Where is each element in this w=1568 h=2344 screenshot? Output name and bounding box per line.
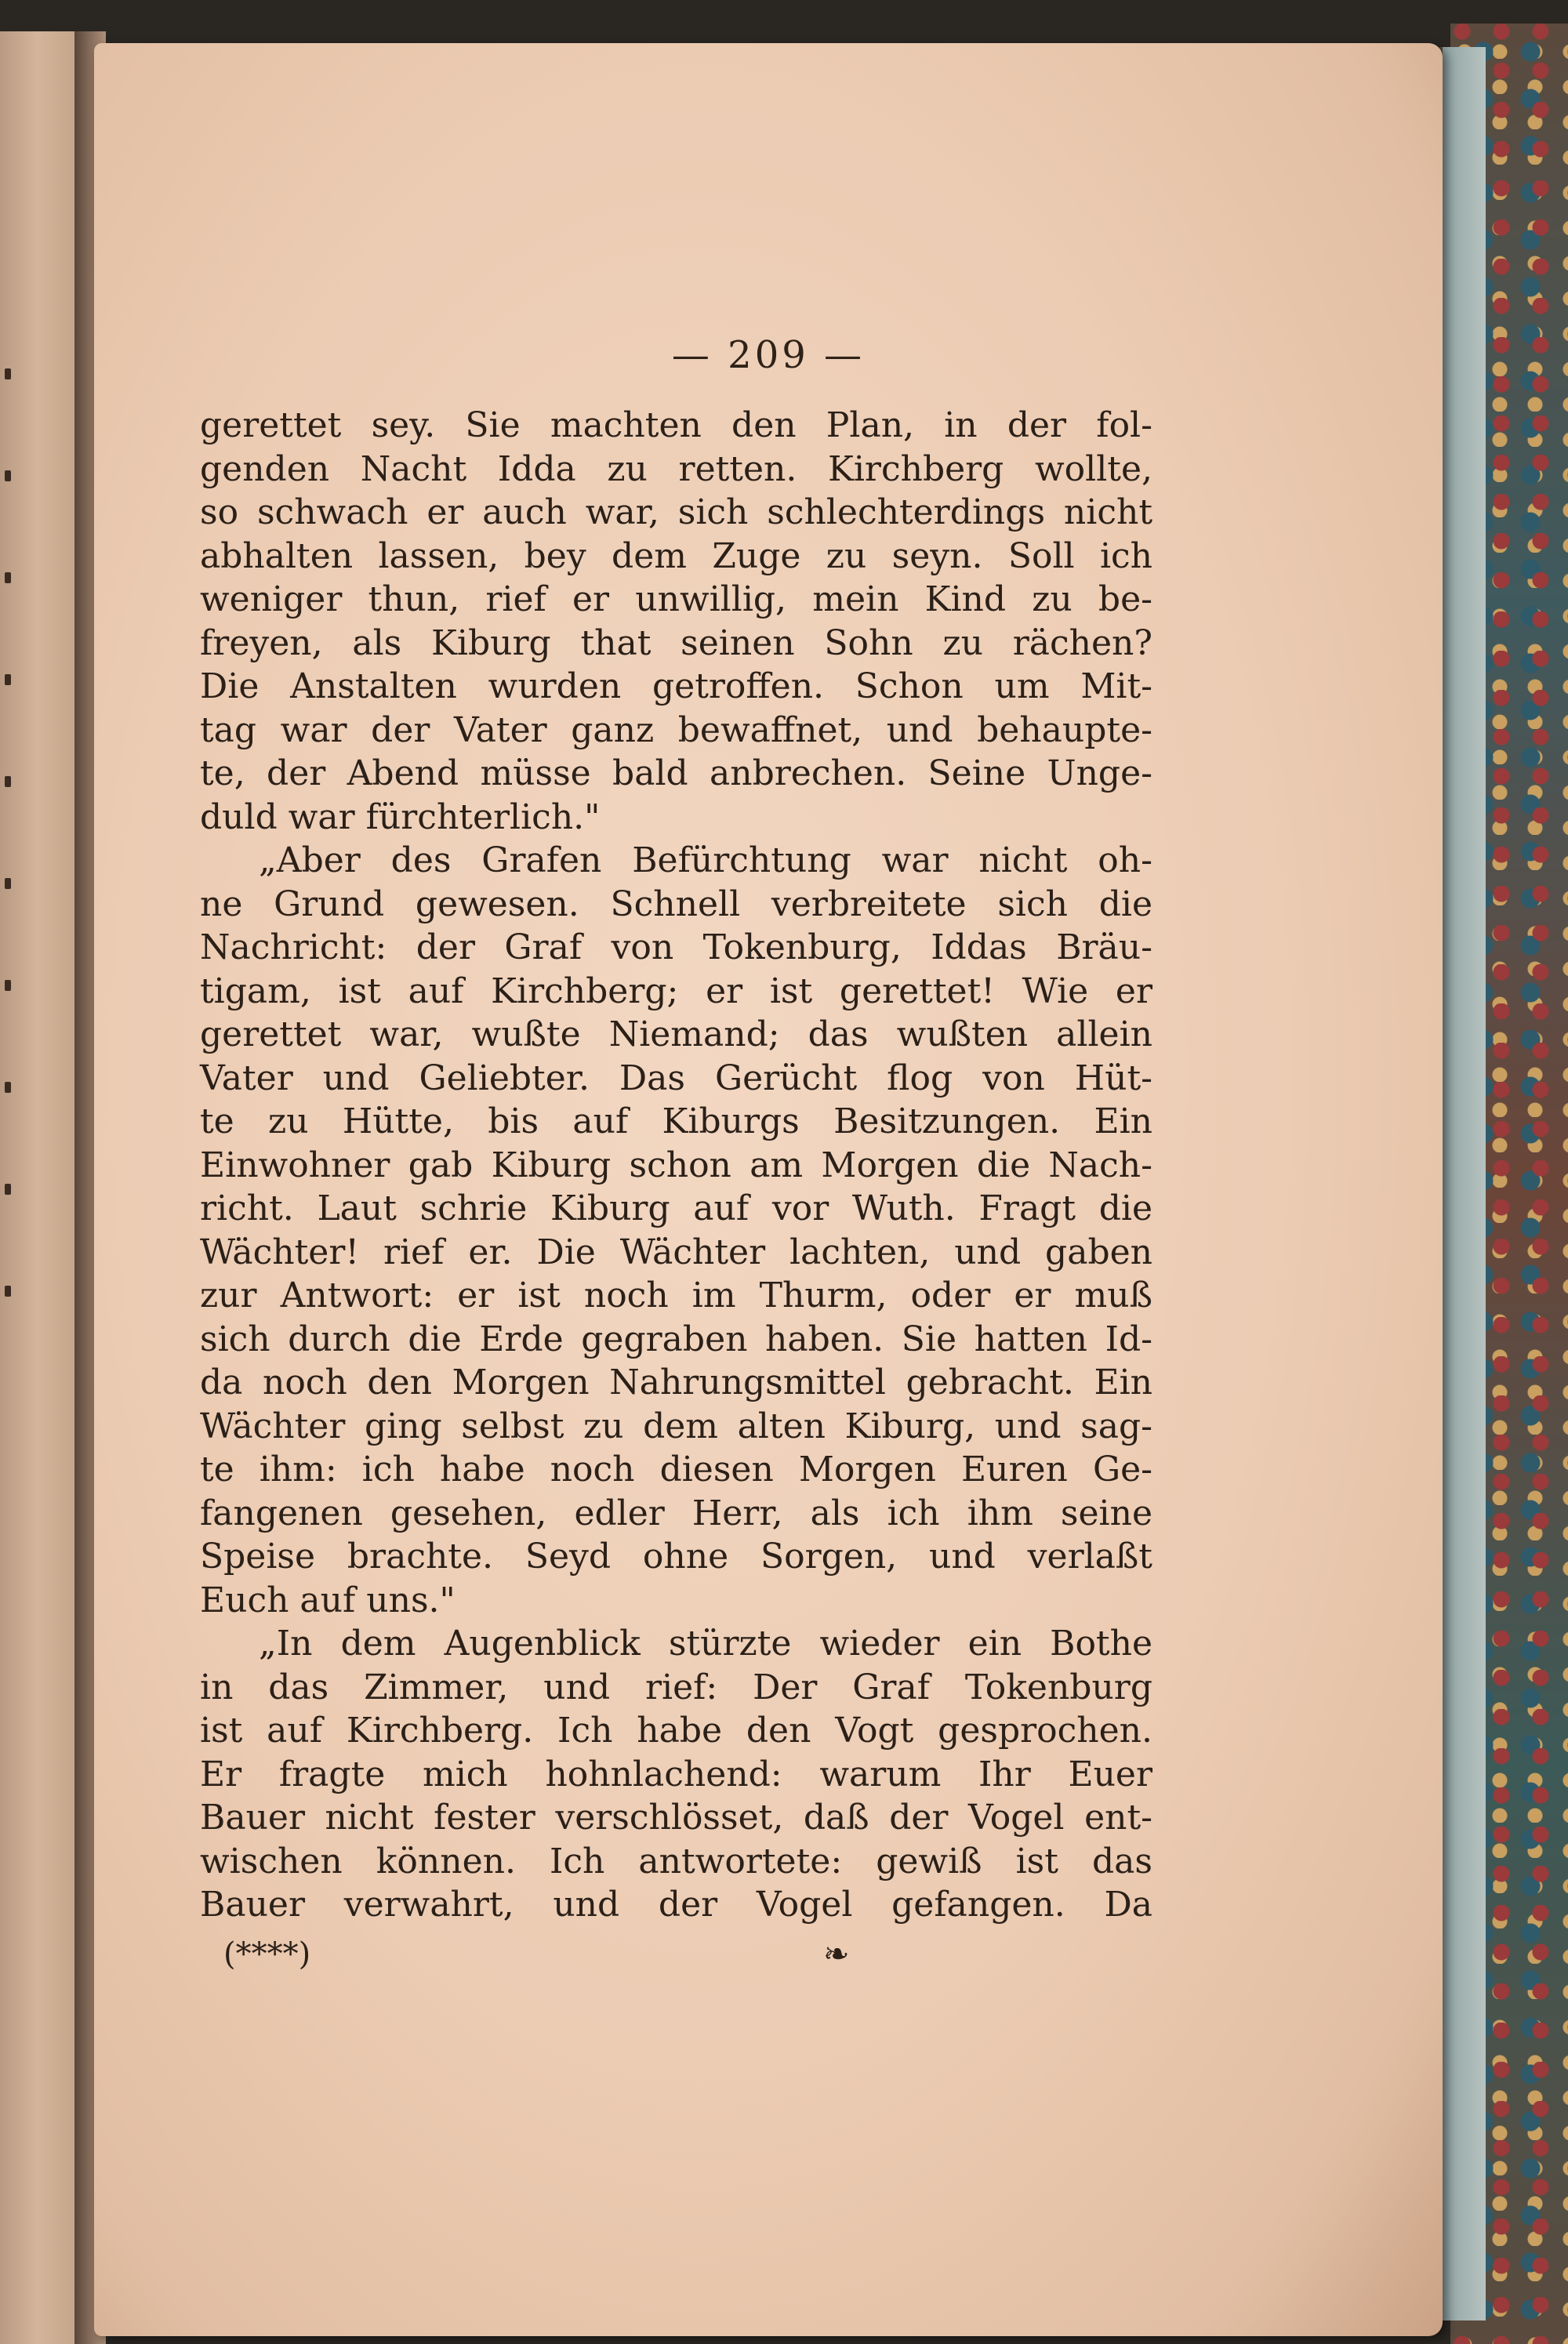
- text-line: wischen können. Ich antwortete: gewiß ist das: [200, 1841, 1152, 1881]
- ink-fragment: [5, 1286, 11, 1297]
- page-block-edge: [1439, 47, 1486, 2320]
- text-line: abhalten lassen, bey dem Zuge zu seyn. Soll ich: [200, 535, 1152, 576]
- text-line: Die Anstalten wurden getroffen. Schon um Mit-: [200, 666, 1152, 706]
- text-line: Einwohner gab Kiburg schon am Morgen die Nach-: [200, 1145, 1152, 1185]
- text-line: Bauer nicht fester verschlösset, daß der Vogel ent-: [200, 1798, 1152, 1838]
- book-page: [94, 43, 1443, 2336]
- text-line: richt. Laut schrie Kiburg auf vor Wuth. Fragt die: [200, 1188, 1152, 1228]
- text-line: te zu Hütte, bis auf Kiburgs Besitzungen. Ein: [200, 1101, 1152, 1141]
- text-line: te ihm: ich habe noch diesen Morgen Euren Ge-: [200, 1450, 1152, 1489]
- text-line: Bauer verwahrt, und der Vogel gefangen. Da: [200, 1885, 1152, 1925]
- ink-fragment: [5, 674, 11, 685]
- text-line: genden Nacht Idda zu retten. Kirchberg wollte,: [200, 448, 1152, 489]
- text-line: Er fragte mich hohnlachend: warum Ihr Euer: [200, 1754, 1152, 1794]
- ink-fragment: [5, 368, 11, 379]
- text-line: tigam, ist auf Kirchberg; er ist gerettet! Wie er: [200, 971, 1152, 1011]
- text-line: ne Grund gewesen. Schnell verbreitete sich die: [200, 884, 1152, 924]
- signature-mark: (****): [223, 1936, 311, 1972]
- text-line: „Aber des Grafen Befürchtung war nicht oh-: [259, 840, 1152, 880]
- ink-fragment: [5, 776, 11, 787]
- ink-fragment: [5, 1184, 11, 1195]
- previous-page-edge: [0, 31, 77, 2344]
- text-line: Vater und Geliebter. Das Gerücht flog von Hüt-: [200, 1058, 1152, 1098]
- text-line: Wächter! rief er. Die Wächter lachten, und gaben: [200, 1232, 1152, 1272]
- body-text: [200, 404, 1152, 1927]
- ink-fragment: [5, 980, 11, 991]
- ink-fragment: [5, 1082, 11, 1093]
- text-line: fangenen gesehen, edler Herr, als ich ihm seine: [200, 1493, 1152, 1533]
- text-line: gerettet sey. Sie machten den Plan, in der fol-: [200, 405, 1152, 445]
- text-line: sich durch die Erde gegraben haben. Sie hatten Id-: [200, 1319, 1152, 1359]
- catchword-mark: ❧: [823, 1936, 850, 1972]
- text-line: zur Antwort: er ist noch im Thurm, oder er muß: [200, 1275, 1152, 1315]
- text-line: da noch den Morgen Nahrungsmittel gebracht. Ein: [200, 1362, 1152, 1402]
- text-line: Wächter ging selbst zu dem alten Kiburg, und sag-: [200, 1406, 1152, 1446]
- text-line: Speise brachte. Seyd ohne Sorgen, und verlaßt: [200, 1537, 1152, 1577]
- ink-fragment: [5, 572, 11, 583]
- text-line: te, der Abend müsse bald anbrechen. Seine Unge-: [200, 753, 1152, 793]
- text-line: in das Zimmer, und rief: Der Graf Tokenburg: [200, 1667, 1152, 1707]
- text-line: weniger thun, rief er unwillig, mein Kind zu be-: [200, 579, 1152, 619]
- text-line: so schwach er auch war, sich schlechterdings nicht: [200, 492, 1152, 532]
- text-line: duld war fürchterlich.": [200, 796, 601, 837]
- text-line: „In dem Augenblick stürzte wieder ein Bothe: [259, 1624, 1152, 1664]
- text-line: tag war der Vater ganz bewaffnet, und behaupte-: [200, 709, 1152, 750]
- text-line: Nachricht: der Graf von Tokenburg, Iddas Bräu-: [200, 927, 1152, 967]
- page-number: — 209 —: [671, 333, 866, 377]
- ink-fragment: [5, 470, 11, 481]
- text-line: gerettet war, wußte Niemand; das wußten allein: [200, 1014, 1152, 1054]
- text-line: freyen, als Kiburg that seinen Sohn zu rächen?: [200, 622, 1152, 663]
- ink-fragment: [5, 878, 11, 889]
- text-line: ist auf Kirchberg. Ich habe den Vogt gesprochen.: [200, 1711, 1152, 1751]
- text-line: Euch auf uns.": [200, 1580, 456, 1620]
